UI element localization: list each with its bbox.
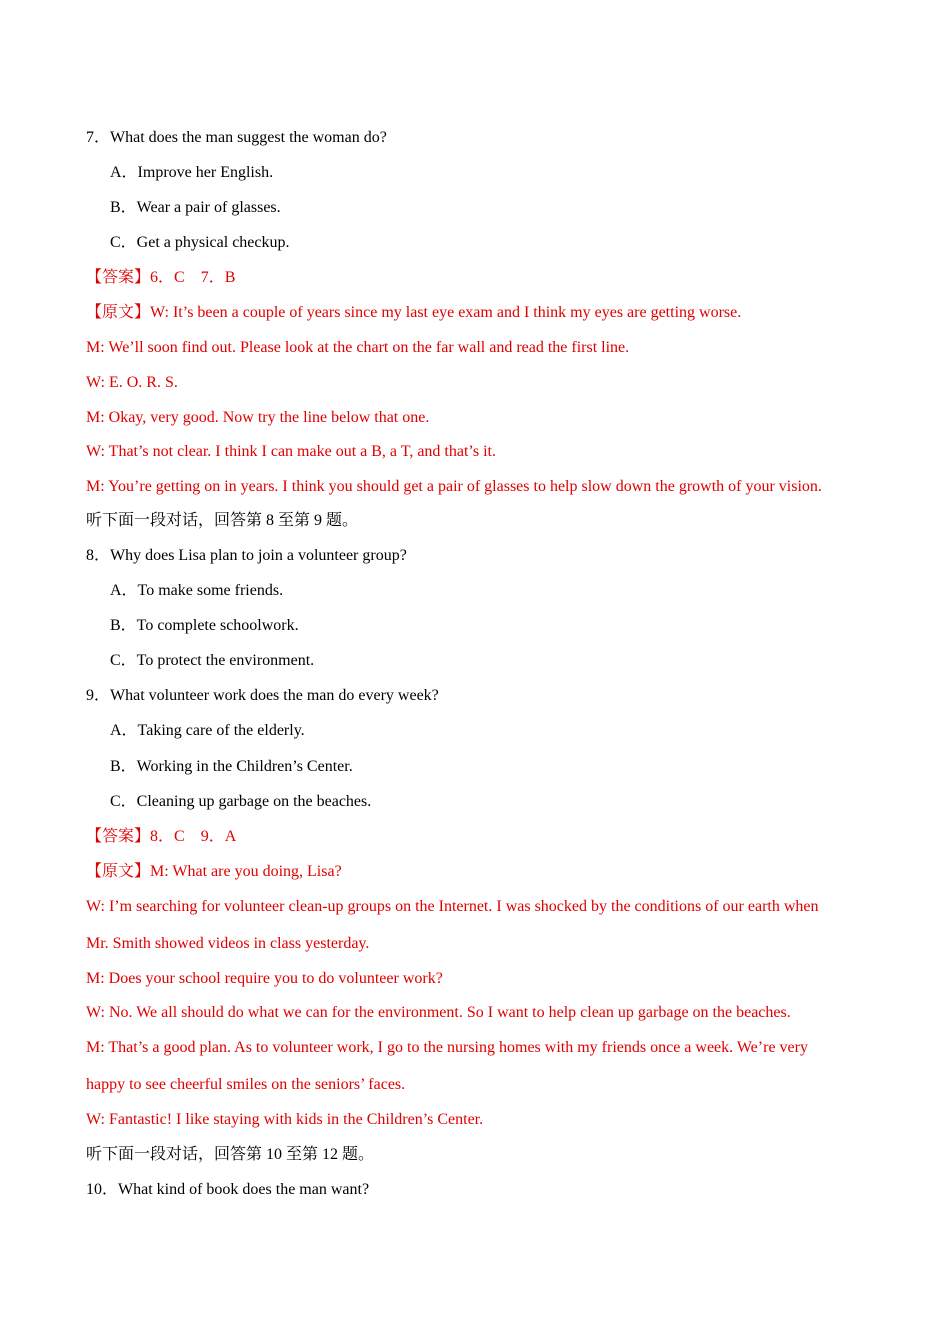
transcript-8-9-line-1 [86, 862, 342, 882]
q7-option-c: C．Get a physical checkup. [110, 234, 290, 251]
transcript-label: 【原文】 [86, 304, 151, 321]
transcript-text: W: It’s been a couple of years since my last eye exam and I think my eyes are getting worse. [150, 304, 742, 321]
transcript-text: M: What are you doing, Lisa? [150, 863, 342, 880]
transcript-8-9-line-6: M: That’s a good plan. As to volunteer work, I go to the nursing homes with my friends once a week. We’re very [86, 1039, 808, 1056]
transcript-8-9-line-2: W: I’m searching for volunteer clean-up groups on the Internet. I was shocked by the conditions of our earth when [86, 898, 819, 915]
answer-6-7 [86, 268, 235, 288]
q8-option-a: A．To make some friends. [110, 582, 284, 599]
transcript-8-9-line-3: Mr. Smith showed videos in class yesterday. [86, 935, 370, 952]
q7-option-b: B．Wear a pair of glasses. [110, 199, 281, 216]
q9-option-b: B．Working in the Children’s Center. [110, 758, 353, 775]
transcript-6-7-line-6: M: You’re getting on in years. I think you should get a pair of glasses to help slow down the growth of your vision. [86, 478, 822, 495]
question-10: 10．What kind of book does the man want? [86, 1181, 370, 1198]
q9-option-a: A．Taking care of the elderly. [110, 722, 305, 739]
transcript-6-7-line-3: W: E. O. R. S. [86, 374, 178, 391]
transcript-8-9-line-5: W: No. We all should do what we can for the environment. So I want to help clean up garbage on the beaches. [86, 1004, 791, 1021]
answer-label: 【答案】 [86, 269, 151, 286]
transcript-label: 【原文】 [86, 863, 151, 880]
answer-8-9 [86, 827, 236, 847]
transcript-6-7-line-1 [86, 303, 741, 323]
transcript-8-9-line-7: happy to see cheerful smiles on the seniors’ faces. [86, 1076, 406, 1093]
answer-text: 6．C 7．B [150, 269, 236, 286]
instruction-10-12: 听下面一段对话，回答第 10 至第 12 题。 [86, 1146, 375, 1163]
instruction-8-9: 听下面一段对话，回答第 8 至第 9 题。 [86, 512, 359, 529]
transcript-8-9-line-8: W: Fantastic! I like staying with kids in the Children’s Center. [86, 1111, 484, 1128]
transcript-6-7-line-2: M: We’ll soon find out. Please look at the chart on the far wall and read the first line. [86, 339, 630, 356]
transcript-6-7-line-5: W: That’s not clear. I think I can make out a B, a T, and that’s it. [86, 443, 496, 460]
transcript-8-9-line-4: M: Does your school require you to do volunteer work? [86, 970, 443, 987]
q8-option-c: C．To protect the environment. [110, 652, 315, 669]
question-9: 9．What volunteer work does the man do every week? [86, 687, 439, 704]
answer-label: 【答案】 [86, 828, 151, 845]
question-7: 7．What does the man suggest the woman do? [86, 129, 387, 146]
answer-text: 8．C 9．A [150, 828, 237, 845]
q7-option-a: A．Improve her English. [110, 164, 274, 181]
question-8: 8．Why does Lisa plan to join a volunteer group? [86, 547, 407, 564]
q8-option-b: B．To complete schoolwork. [110, 617, 299, 634]
transcript-6-7-line-4: M: Okay, very good. Now try the line below that one. [86, 409, 430, 426]
q9-option-c: C．Cleaning up garbage on the beaches. [110, 793, 372, 810]
